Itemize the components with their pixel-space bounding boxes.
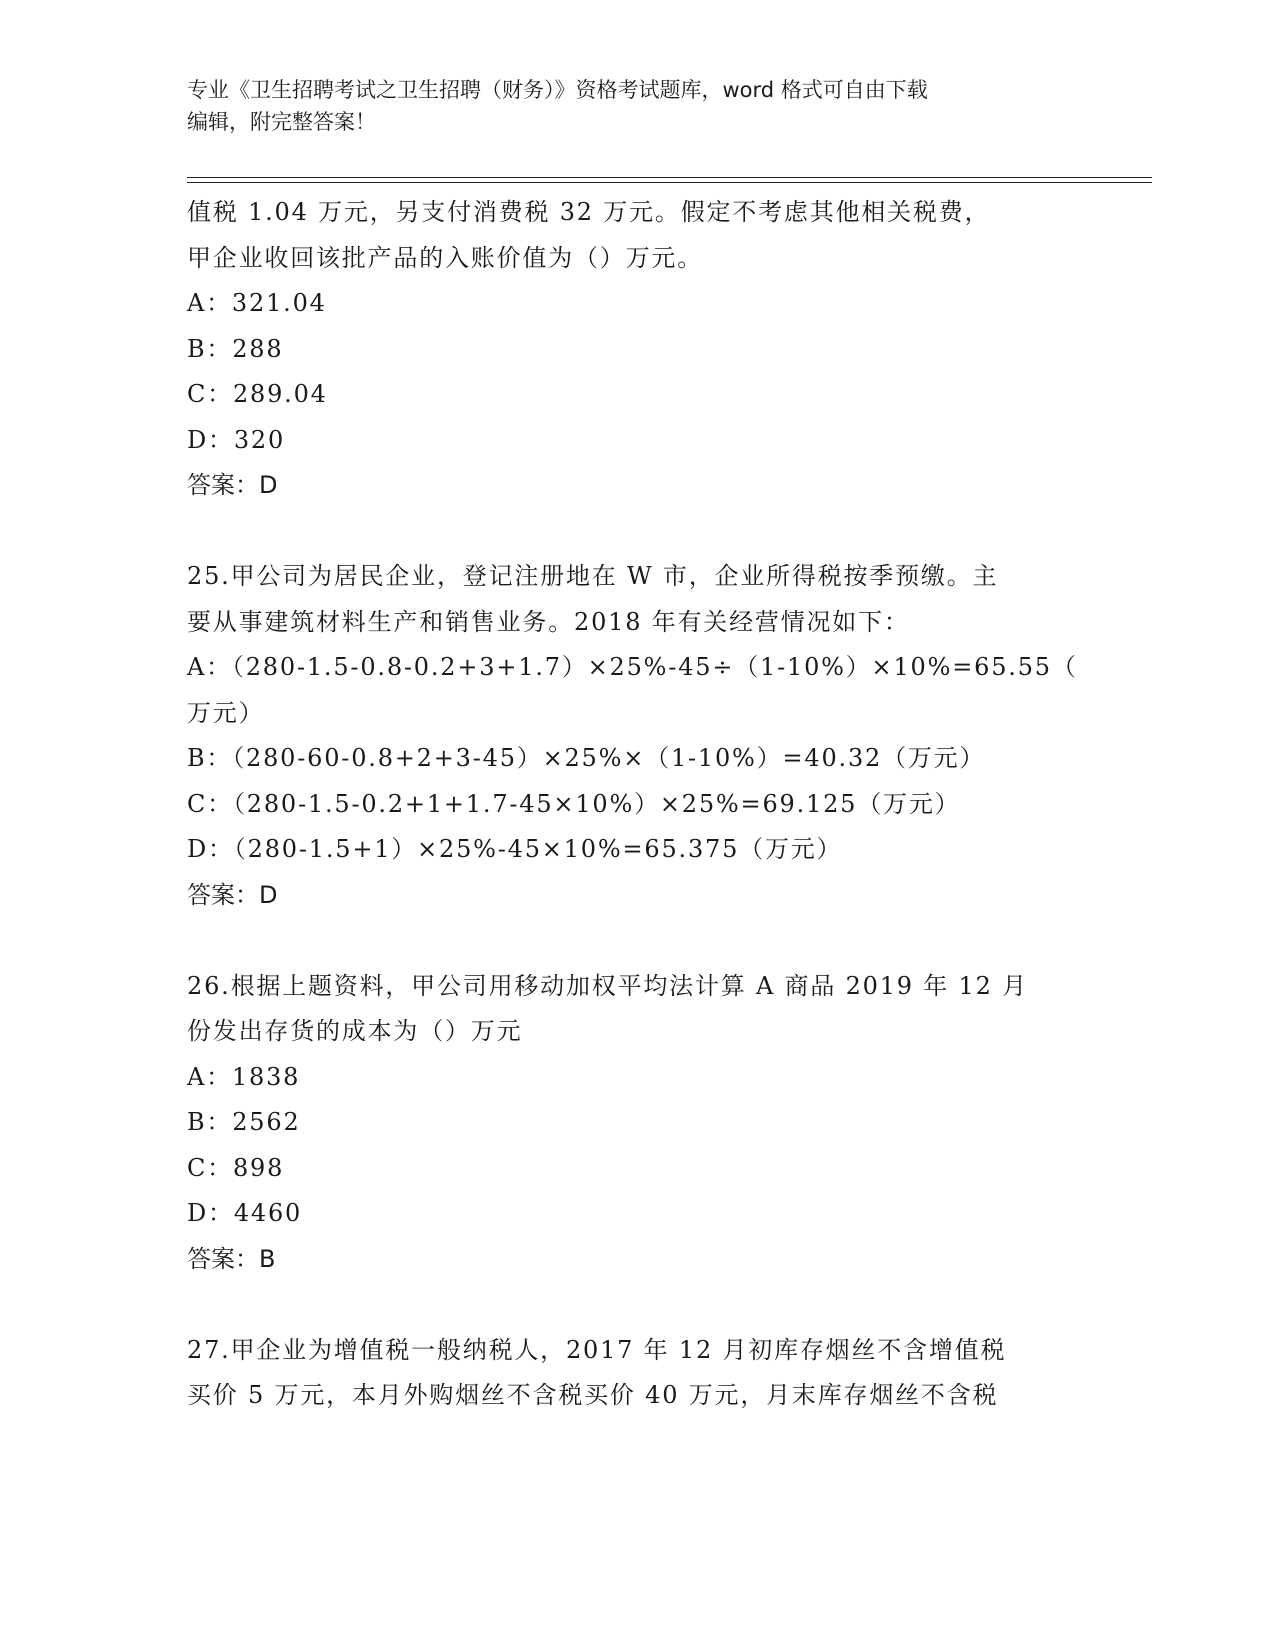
question-26	[187, 964, 1087, 1283]
question-stem-line: 26.根据上题资料，甲公司用移动加权平均法计算 A 商品 2019 年 12 月	[187, 971, 1028, 1000]
document-body	[187, 190, 1087, 1419]
option-d: D：4460	[187, 1199, 303, 1227]
option-d: D：320	[187, 425, 286, 454]
option-a: A：1838	[187, 1062, 301, 1091]
question-stem-line: 甲企业收回该批产品的入账价值为（）万元。	[187, 243, 703, 272]
option-b: B：（280-60-0.8+2+3-45）×25%×（1-10%）=40.32（万元）	[187, 744, 986, 772]
question-stem-line: 25.甲公司为居民企业，登记注册地在 W 市，企业所得税按季预缴。主	[187, 562, 999, 590]
option-b: B：288	[187, 334, 284, 363]
option-d: D：（280-1.5+1）×25%-45×10%=65.375（万元）	[187, 835, 843, 863]
spacer	[187, 1282, 1087, 1328]
option-c: C：289.04	[187, 380, 328, 408]
document-header	[187, 74, 1087, 138]
answer-line: 答案：D	[187, 471, 278, 499]
question-stem-line: 份发出存货的成本为（）万元	[187, 1017, 523, 1045]
header-rule-top	[187, 177, 1152, 178]
spacer	[187, 918, 1087, 964]
question-stem-line: 要从事建筑材料生产和销售业务。2018 年有关经营情况如下：	[187, 607, 910, 636]
question-27	[187, 1328, 1087, 1419]
option-c: C：（280-1.5-0.2+1+1.7-45×10%）×25%=69.125（万元）	[187, 789, 961, 818]
question-25	[187, 554, 1087, 918]
option-a: A：（280-1.5-0.8-0.2+3+1.7）×25%-45÷（1-10%）×10%=65.55（	[187, 653, 1078, 681]
question-stem-line: 27.甲企业为增值税一般纳税人，2017 年 12 月初库存烟丝不含增值税	[187, 1335, 1007, 1364]
option-a-continuation: 万元）	[187, 698, 265, 727]
header-line-1: 专业《卫生招聘考试之卫生招聘（财务）》资格考试题库，word 格式可自由下载	[187, 78, 928, 102]
answer-line: 答案：D	[187, 880, 278, 909]
question-24	[187, 190, 1087, 509]
option-c: C：898	[187, 1153, 285, 1182]
spacer	[187, 509, 1087, 555]
answer-line: 答案：B	[187, 1244, 276, 1273]
question-stem-line: 值税 1.04 万元，另支付消费税 32 万元。假定不考虑其他相关税费，	[187, 198, 991, 226]
question-stem-line: 买价 5 万元，本月外购烟丝不含税买价 40 万元，月末库存烟丝不含税	[187, 1381, 999, 1409]
option-b: B：2562	[187, 1108, 301, 1136]
header-rule-bottom	[187, 182, 1152, 183]
option-a: A：321.04	[187, 289, 327, 317]
header-line-2: 编辑，附完整答案！	[187, 110, 376, 134]
